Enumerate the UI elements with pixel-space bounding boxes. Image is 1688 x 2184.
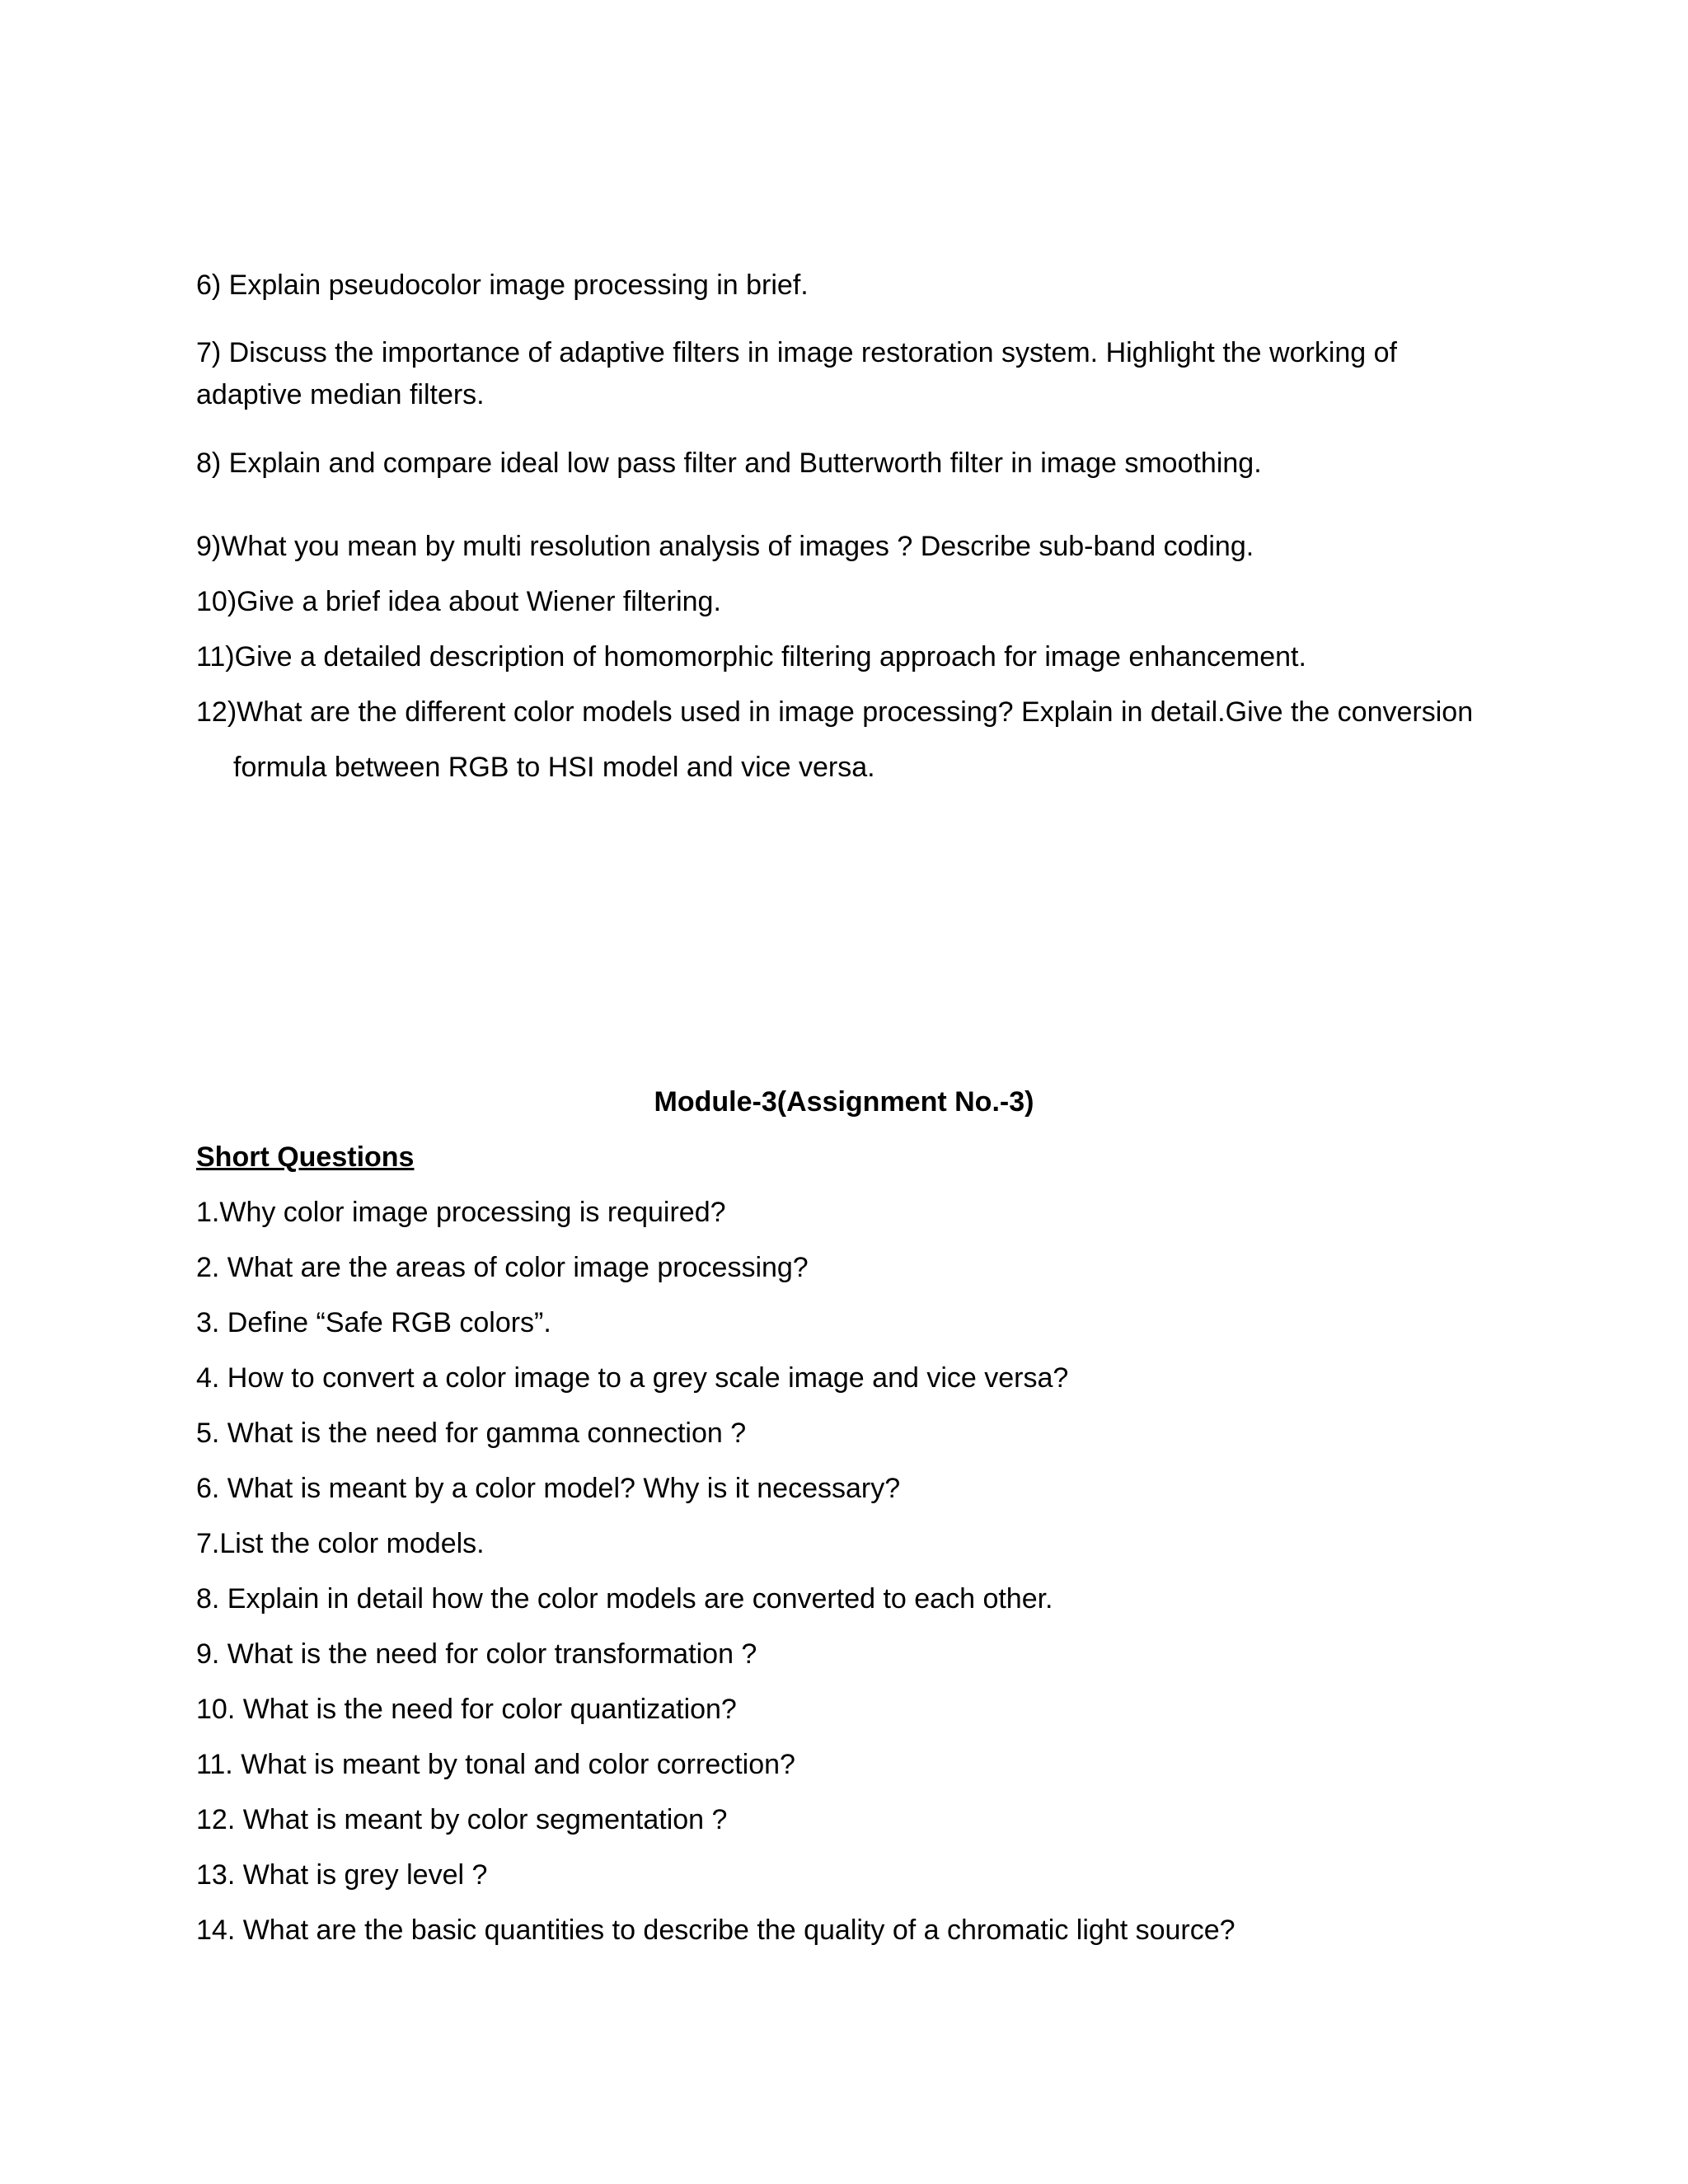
short-question-1: 1.Why color image processing is required? (196, 1197, 726, 1228)
short-question-6: 6. What is meant by a color model? Why is it necessary? (196, 1473, 901, 1504)
question-7: 7) Discuss the importance of adaptive filters in image restoration system. Highlight the working of (196, 337, 1397, 368)
short-question-13: 13. What is grey level ? (196, 1859, 488, 1891)
short-question-8: 8. Explain in detail how the color models are converted to each other. (196, 1583, 1053, 1615)
module-title: Module-3(Assignment No.-3) (654, 1086, 1034, 1118)
short-questions-heading: Short Questions (196, 1141, 415, 1173)
question-11: 11)Give a detailed description of homomorphic filtering approach for image enhancement. (196, 641, 1306, 673)
short-question-5: 5. What is the need for gamma connection ? (196, 1418, 747, 1449)
question-12-continued: formula between RGB to HSI model and vice versa. (233, 752, 875, 783)
short-question-11: 11. What is meant by tonal and color correction? (196, 1749, 795, 1780)
question-8: 8) Explain and compare ideal low pass filter and Butterworth filter in image smoothing. (196, 448, 1262, 479)
short-question-7: 7.List the color models. (196, 1528, 485, 1559)
question-7-continued: adaptive median filters. (196, 379, 485, 410)
short-question-12: 12. What is meant by color segmentation ? (196, 1804, 728, 1835)
short-question-2: 2. What are the areas of color image processing? (196, 1252, 809, 1283)
question-10: 10)Give a brief idea about Wiener filtering. (196, 586, 721, 617)
short-question-10: 10. What is the need for color quantization? (196, 1694, 737, 1725)
short-question-3: 3. Define “Safe RGB colors”. (196, 1307, 551, 1338)
question-9: 9)What you mean by multi resolution analysis of images ? Describe sub-band coding. (196, 531, 1254, 562)
short-question-9: 9. What is the need for color transformation ? (196, 1638, 757, 1670)
question-12: 12)What are the different color models used in image processing? Explain in detail.Give the conversion (196, 696, 1474, 728)
short-question-4: 4. How to convert a color image to a grey scale image and vice versa? (196, 1362, 1069, 1394)
short-question-14: 14. What are the basic quantities to describe the quality of a chromatic light source? (196, 1915, 1236, 1946)
question-6: 6) Explain pseudocolor image processing in brief. (196, 269, 809, 301)
